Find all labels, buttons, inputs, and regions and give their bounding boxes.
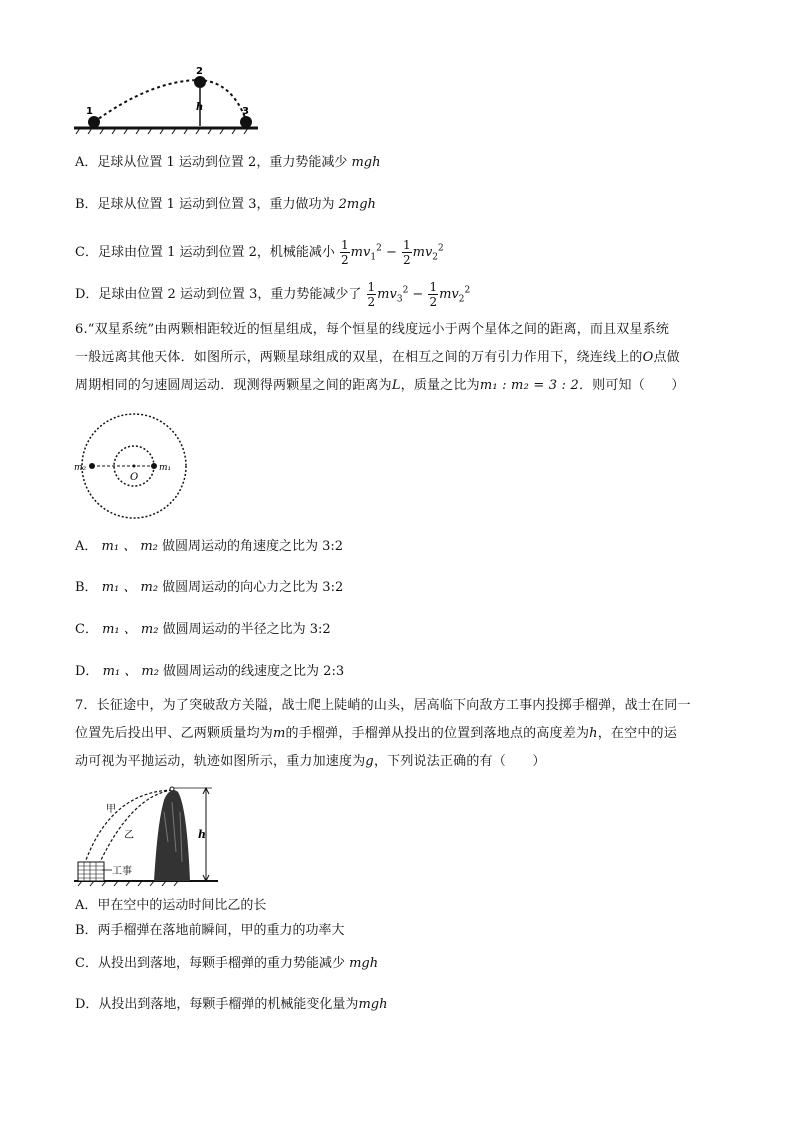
- label-gongshi: 工事: [112, 866, 132, 877]
- q5-option-c-text: C．足球由位置 1 运动到位置 2，机械能减小: [75, 245, 335, 260]
- q5-option-a-text: A．足球从位置 1 运动到位置 2，重力势能减少: [75, 155, 352, 170]
- label-jia: 甲: [106, 804, 116, 815]
- q5-option-b-text: B．足球从位置 1 运动到位置 3，重力做功为: [75, 197, 339, 212]
- q5-option-d: D．足球由位置 2 运动到位置 3，重力势能减少了 $\frac{1}{2}$ $mv_3^2$ − $\frac{1}{2}$ $mv_2^2$: [75, 280, 471, 309]
- q6-option-a: A． m₁ 、 m₂ 做圆周运动的角速度之比为 3:2: [75, 539, 344, 554]
- label-1: 1: [86, 106, 93, 117]
- star-m1: [151, 463, 157, 469]
- q6-option-b: B． m₁ 、 m₂ 做圆周运动的向心力之比为 3:2: [75, 580, 344, 595]
- binary-star-figure: [72, 410, 192, 525]
- q7-option-b: B．两手榴弹在落地前瞬间，甲的重力的功率大: [75, 923, 345, 938]
- ball-position-3: [240, 116, 252, 128]
- label-2: 2: [196, 66, 203, 77]
- q6-option-c: C． m₁ 、 m₂ 做圆周运动的半径之比为 3:2: [75, 622, 331, 637]
- q5-option-a-expr: mgh: [351, 155, 381, 170]
- ball-position-2: [194, 76, 206, 88]
- q5-option-a: [75, 153, 381, 173]
- q5-option-b-expr: 2mgh: [338, 197, 376, 212]
- label-yi: 乙: [124, 830, 134, 841]
- center-o: [133, 465, 136, 468]
- q6-stem-line1: 6.“双星系统”由两颗相距较近的恒星组成，每个恒星的线度远小于两个星体之间的距离，而且双星系统: [75, 322, 670, 337]
- grenade-trajectory-figure: [72, 782, 222, 888]
- q5-option-d-text: D．足球由位置 2 运动到位置 3，重力势能减少了: [75, 287, 362, 302]
- label-h-dim: h: [198, 828, 206, 841]
- label-h: h: [196, 102, 204, 113]
- q6-option-d: D． m₁ 、 m₂ 做圆周运动的线速度之比为 2:3: [75, 664, 345, 679]
- label-m1: m₁: [159, 463, 172, 473]
- ball-position-1: [88, 116, 100, 128]
- q7-stem: 7．长征途中，为了突破敌方关隘，战士爬上陡峭的山头，居高临下向敌方工事内投掷手榴弹，战士在同一 位置先后投出甲、乙两颗质量均为m的手榴弹，手榴弹从投出的位置到落地点的高度差为h，在空中的运 动可视为平抛运动，轨迹如图所示，重力加速度为g，下列说法正确的有（ ）: [75, 698, 691, 769]
- label-m2: m₂: [74, 463, 87, 473]
- q6-stem: 6.“双星系统”由两颗相距较近的恒星组成，每个恒星的线度远小于两个星体之间的距离，而且双星系统 一般远离其他天体．如图所示，两颗星球组成的双星，在相互之间的万有引力作用下，绕连线上的O点做 周期相同的匀速圆周运动．现测得两颗星之间的距离为L，质量之比为m₁ : m₂ = 3 : 2．则可知（ ）: [75, 316, 725, 400]
- q5-option-c: C．足球由位置 1 运动到位置 2，机械能减小 $\frac{1}{2}$ $mv_1^2$ − $\frac{1}{2}$ $mv_2^2$: [75, 238, 444, 267]
- q5-option-b: [75, 195, 376, 215]
- star-m2: [89, 463, 95, 469]
- label-o: O: [130, 472, 139, 483]
- football-trajectory-figure: [72, 62, 262, 140]
- q7-option-d: D．从投出到落地，每颗手榴弹的机械能变化量为mgh: [75, 997, 388, 1012]
- label-3: 3: [242, 106, 249, 117]
- q7-option-a: A．甲在空中的运动时间比乙的长: [75, 898, 267, 913]
- q7-option-c: C．从投出到落地，每颗手榴弹的重力势能减少 mgh: [75, 956, 379, 971]
